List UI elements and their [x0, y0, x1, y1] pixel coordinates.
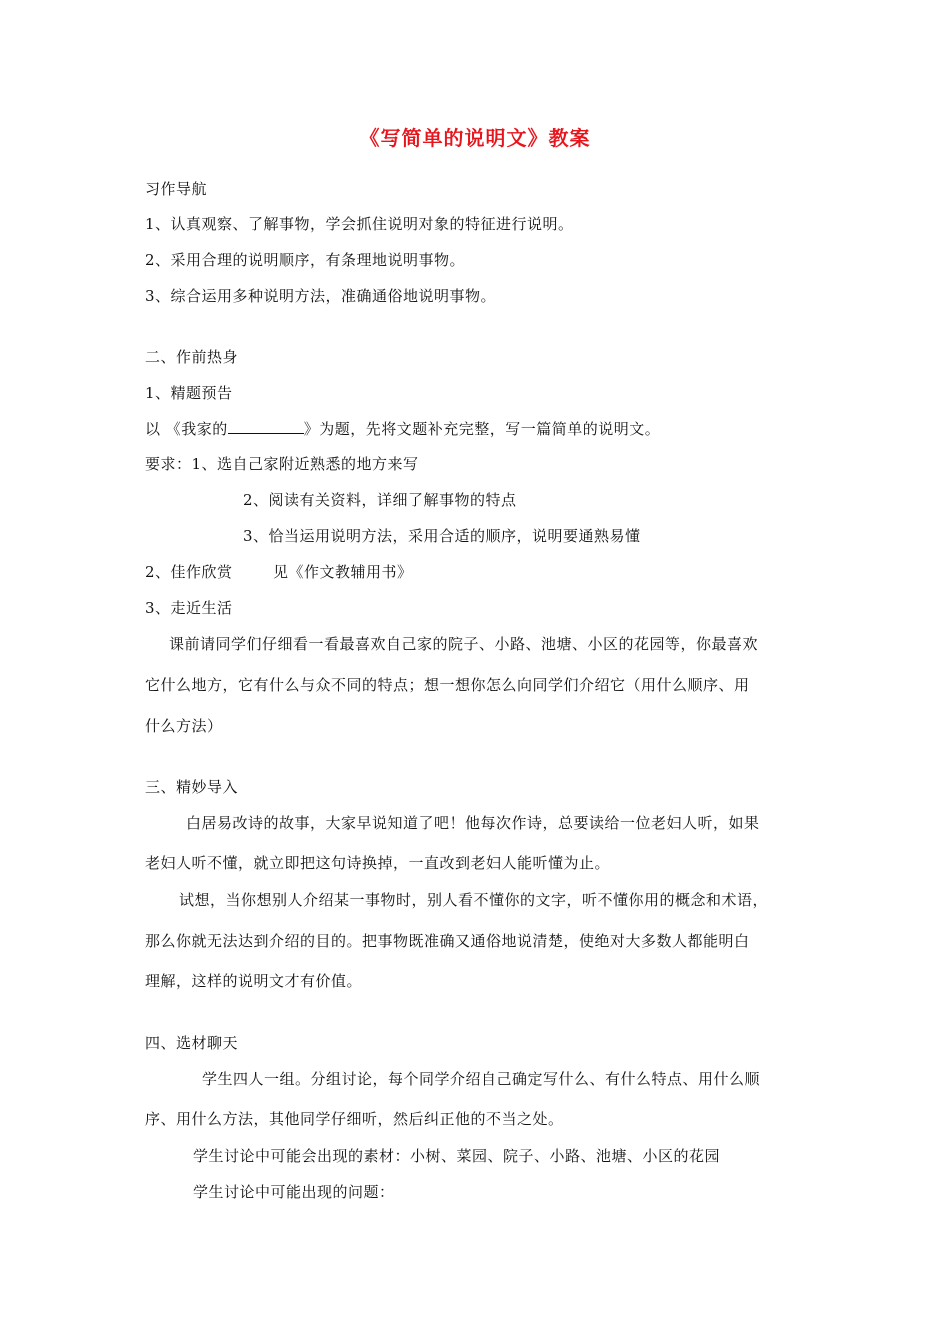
chat-p1-line-2: 序、用什么方法，其他同学仔细听，然后纠正他的不当之处。	[145, 1110, 564, 1128]
warmup-sub3: 3、走近生活	[145, 599, 233, 617]
topic-prefix: 以 《我家的	[145, 420, 228, 438]
chat-p1-line-1: 学生四人一组。分组讨论，每个同学介绍自己确定写什么、有什么特点、用什么顺	[202, 1070, 761, 1088]
warmup-sub2-ref: 见《作文教辅用书》	[273, 563, 413, 581]
chat-p3: 学生讨论中可能出现的问题：	[193, 1183, 395, 1201]
document-title: 《写简单的说明文》教案	[359, 126, 591, 150]
guide-heading: 习作导航	[145, 180, 208, 198]
topic-line	[145, 418, 660, 439]
topic-blank	[228, 418, 304, 434]
chat-p2: 学生讨论中可能会出现的素材：小树、菜园、院子、小路、池塘、小区的花园	[193, 1147, 721, 1165]
intro-p2-line-3: 理解，这样的说明文才有价值。	[145, 972, 363, 990]
warmup-heading: 二、作前热身	[145, 348, 239, 366]
warmup-para-line-3: 什么方法）	[145, 717, 223, 735]
warmup-para-line-2: 它什么地方，它有什么与众不同的特点；想一想你怎么向同学们介绍它（用什么顺序、用	[145, 676, 750, 694]
intro-heading: 三、精妙导入	[145, 778, 239, 796]
requirement-1: 要求：1、选自己家附近熟悉的地方来写	[145, 455, 419, 473]
warmup-sub1: 1、精题预告	[145, 384, 233, 402]
warmup-sub2-label: 2、佳作欣赏	[145, 563, 233, 581]
guide-item-2: 2、采用合理的说明顺序，有条理地说明事物。	[145, 251, 466, 269]
guide-item-3: 3、综合运用多种说明方法，准确通俗地说明事物。	[145, 287, 497, 305]
intro-p1-line-2: 老妇人听不懂，就立即把这句诗换掉，一直改到老妇人能听懂为止。	[145, 854, 611, 872]
intro-p2-line-1: 试想，当你想别人介绍某一事物时，别人看不懂你的文字，听不懂你用的概念和术语，	[179, 891, 769, 909]
intro-p2-line-2: 那么你就无法达到介绍的目的。把事物既准确又通俗地说清楚，使绝对大多数人都能明白	[145, 932, 750, 950]
guide-item-1: 1、认真观察、了解事物，学会抓住说明对象的特征进行说明。	[145, 215, 574, 233]
chat-heading: 四、选材聊天	[145, 1034, 239, 1052]
requirement-3: 3、恰当运用说明方法，采用合适的顺序，说明要通熟易懂	[243, 527, 641, 545]
requirement-2: 2、阅读有关资料，详细了解事物的特点	[243, 491, 517, 509]
topic-suffix: 》为题，先将文题补充完整，写一篇简单的说明文。	[303, 420, 661, 438]
warmup-para-line-1: 课前请同学们仔细看一看最喜欢自己家的院子、小路、池塘、小区的花园等，你最喜欢	[169, 635, 759, 653]
intro-p1-line-1: 白居易改诗的故事，大家早说知道了吧！他每次作诗，总要读给一位老妇人听，如果	[186, 814, 760, 832]
